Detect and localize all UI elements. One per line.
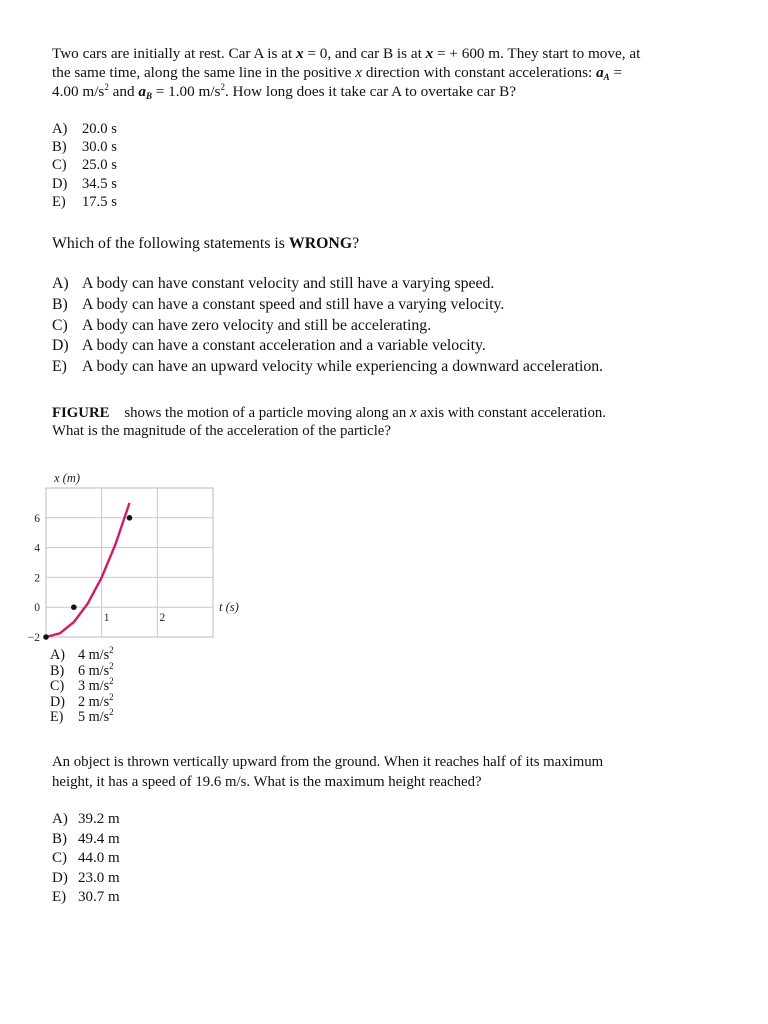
q1-option-b[interactable]: B) 30.0 s: [52, 139, 117, 156]
q2-option-e[interactable]: E) A body can have an upward velocity while experiencing a downward acceleration.: [52, 358, 604, 376]
q2-stem: Which of the following statements is WRONG?: [52, 235, 360, 252]
q2-stem-emphasis: WRONG: [288, 235, 353, 252]
data-point: [71, 604, 77, 610]
data-point: [43, 634, 49, 640]
q1-stem-line-3: 4.00 $m/s^2$ and $a_B = 1.00$ $m/s^2$. How long does it take car A to overtake car B?: [52, 82, 516, 101]
y-axis-label: x (m): [54, 471, 81, 485]
q4-option-d[interactable]: D) 23.0 m: [52, 869, 120, 886]
y-tick-label: 2: [34, 572, 40, 585]
q3-option-c[interactable]: C) 3 $m/s^2$: [50, 676, 114, 695]
q2-option-b[interactable]: B) A body can have a constant speed and still have a varying velocity.: [52, 295, 505, 313]
q3-option-e[interactable]: E) 5 $m/s^2$: [50, 707, 114, 726]
q1-option-e[interactable]: E) 17.5 s: [52, 193, 117, 210]
q1-option-d[interactable]: D) 34.5 s: [52, 175, 117, 192]
q1-option-c[interactable]: C) 25.0 s: [52, 157, 117, 174]
y-tick-label: 6: [34, 512, 40, 525]
q2-option-c[interactable]: C) A body can have zero velocity and still be accelerating.: [52, 316, 432, 334]
q4-option-b[interactable]: B) 49.4 m: [52, 830, 120, 847]
q4-stem-line-2: height, it has a speed of 19.6 m/s. What is the maximum height reached?: [52, 774, 482, 790]
y-tick-label: −2: [27, 632, 40, 644]
q4-options: [52, 810, 724, 908]
q4-option-c[interactable]: C) 44.0 m: [52, 850, 120, 866]
graph-grid: [46, 488, 213, 637]
data-point: [127, 515, 133, 521]
q4-option-a[interactable]: A) 39.2 m: [52, 811, 120, 827]
q1-option-a[interactable]: A) 20.0 s: [52, 121, 117, 137]
question-2: [52, 234, 724, 378]
q2-option-d[interactable]: D) A body can have a constant acceleration and a variable velocity.: [52, 337, 486, 355]
position-curve: [46, 503, 130, 637]
q1-stem-line-1: Two cars are initially at rest. Car A is at x = 0, and car B is at x = + 600 m. They start to move, at: [52, 45, 641, 62]
question-4: [52, 752, 724, 908]
q4-stem-line-1: An object is thrown vertically upward from the ground. When it reaches half of its maximum: [52, 754, 604, 770]
y-tick-label: 4: [34, 542, 40, 555]
q3-options: [50, 645, 114, 726]
question-3: [52, 404, 724, 440]
q3-figure-word: FIGURE: [52, 405, 110, 421]
q3-option-b[interactable]: B) 6 $m/s^2$: [50, 660, 114, 679]
question-1: [52, 44, 724, 211]
position-time-graph: [27, 468, 260, 648]
q3-stem-line-2: What is the magnitude of the acceleration of the particle?: [52, 423, 391, 439]
q4-option-e[interactable]: E) 30.7 m: [52, 889, 120, 905]
y-tick-label: 0: [34, 602, 40, 615]
graph-frame: [46, 488, 213, 637]
q2-options: [52, 274, 724, 378]
q2-option-a[interactable]: A) A body can have constant velocity and still have a varying speed.: [52, 275, 495, 292]
x-tick-label: 2: [159, 612, 166, 625]
q1-options: [52, 120, 724, 211]
x-axis-label: t (s): [219, 600, 239, 615]
q1-stem-line-2: the same time, along the same line in the positive x direction with constant accelerations: $a_A$ =: [52, 64, 623, 82]
q3-stem-line-1: FIGURE shows the motion of a particle moving along an x axis with constant acceleration.: [52, 405, 606, 421]
q3-option-d[interactable]: D) 2 $m/s^2$: [50, 691, 114, 710]
x-tick-label: 1: [103, 612, 110, 625]
graph-tick-labels: [28, 513, 166, 644]
q3-option-a[interactable]: A) 4 $m/s^2$: [50, 645, 114, 663]
